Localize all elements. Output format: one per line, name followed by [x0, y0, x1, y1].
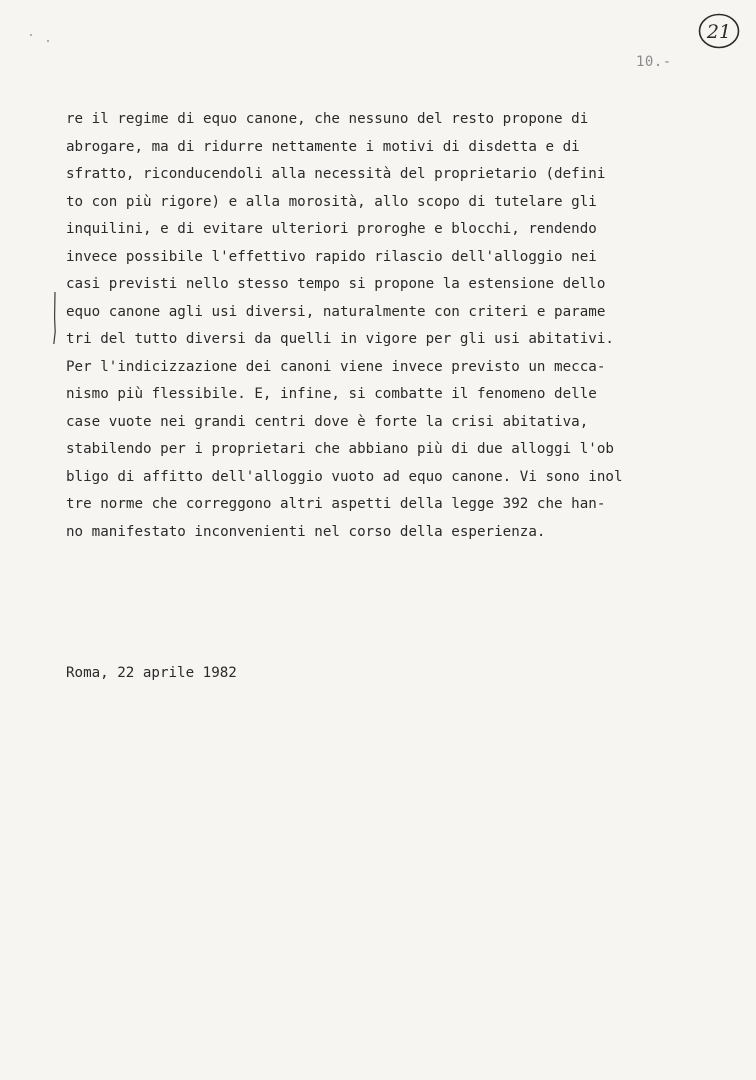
text-line: to con più rigore) e alla morosità, allo scopo di tutelare gli: [66, 193, 597, 210]
text-line: sfratto, riconducendoli alla necessità del proprietario (defini: [66, 166, 606, 182]
body-paragraph: [66, 106, 706, 546]
text-line: no manifestato inconvenienti nel corso della esperienza.: [66, 523, 546, 540]
circled-number-mark: [697, 12, 741, 50]
text-line: equo canone agli usi diversi, naturalmente con criteri e parame: [66, 303, 606, 320]
text-line: nismo più flessibile. E, infine, si combatte il fenomeno delle: [66, 386, 597, 402]
text-line: casi previsti nello stesso tempo si propone la estensione dello: [66, 276, 606, 292]
typed-page-number: 10.-: [636, 54, 672, 70]
handwritten-number-text: 21: [706, 21, 732, 43]
paper-speck: [47, 40, 49, 42]
margin-line-mark: [53, 292, 55, 344]
text-line: stabilendo per i proprietari che abbiano più di due alloggi l'ob: [66, 441, 614, 457]
text-line: Per l'indicizzazione dei canoni viene invece previsto un mecca-: [66, 358, 606, 375]
text-line: tre norme che correggono altri aspetti della legge 392 che han-: [66, 496, 606, 512]
text-line: abrogare, ma di ridurre nettamente i motivi di disdetta e di: [66, 138, 580, 155]
text-line: inquilini, e di evitare ulteriori proroghe e blocchi, rendendo: [66, 221, 597, 237]
text-line: bligo di affitto dell'alloggio vuoto ad equo canone. Vi sono inol: [66, 468, 623, 485]
text-line: invece possibile l'effettivo rapido rilascio dell'alloggio nei: [66, 248, 597, 265]
date-place-line: Roma, 22 aprile 1982: [66, 665, 237, 681]
paper-speck: [30, 34, 32, 36]
text-line: re il regime di equo canone, che nessuno del resto propone di: [66, 111, 589, 127]
handwritten-page-number: [697, 12, 741, 50]
text-line: case vuote nei grandi centri dove è forte la crisi abitativa,: [66, 413, 589, 430]
text-line: tri del tutto diversi da quelli in vigore per gli usi abitativi.: [66, 331, 614, 347]
